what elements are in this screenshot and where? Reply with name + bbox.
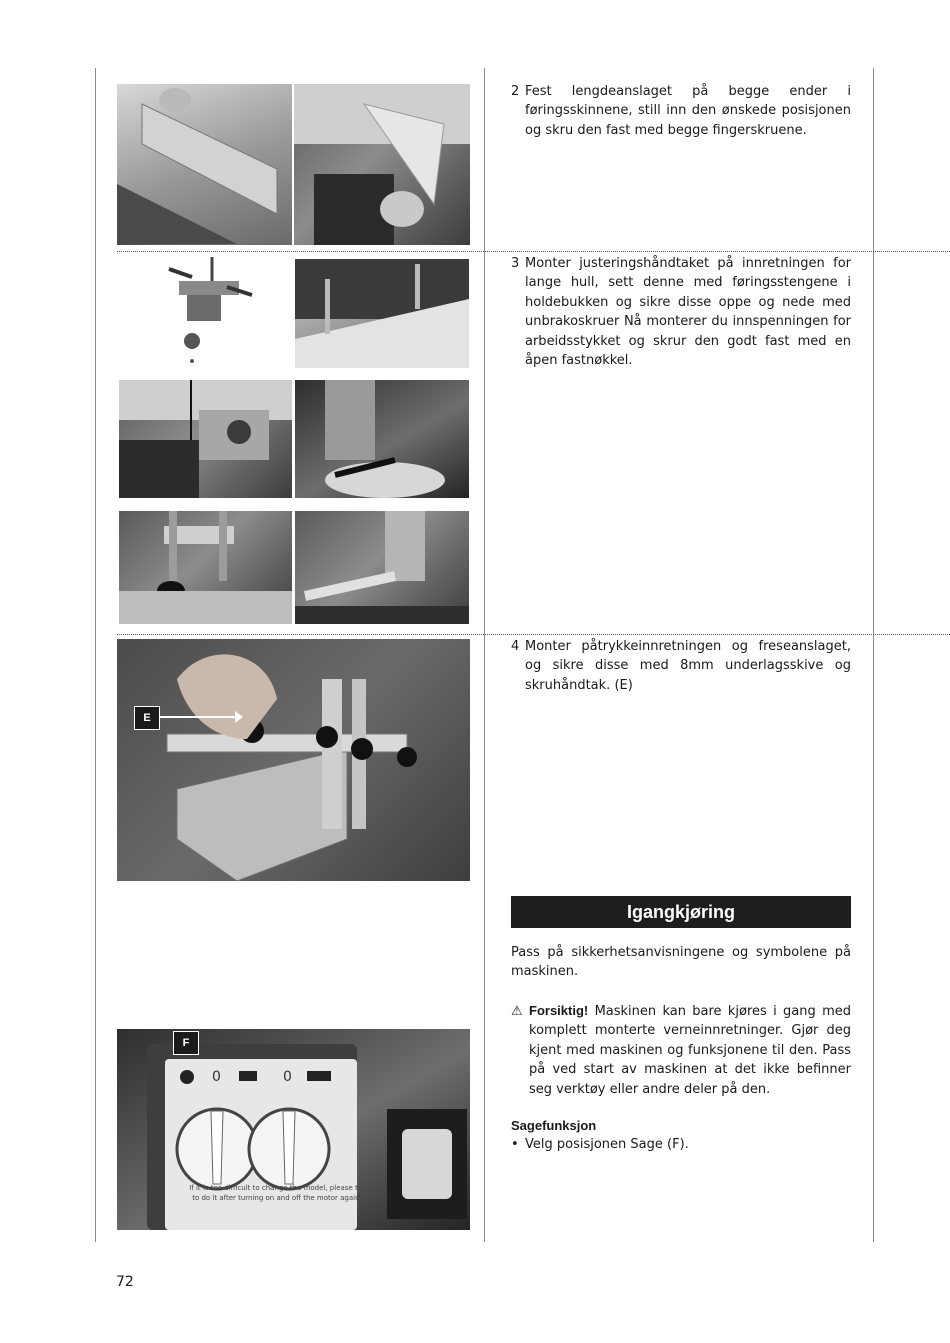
section-intro: Pass på sikkerhetsanvisningene og symbolene på maskinen. [511,945,851,980]
panel-zero-right: 0 [283,1069,292,1085]
bullet-item [511,1135,865,1154]
panel-notice-text: If it is too difficult to change the model, please try to do it after turning on and off the motor again. [189,1184,365,1202]
photo-length-stop-fence [117,84,292,245]
photo-open-wrench-tightening [295,511,469,624]
warning-triangle-icon: ⚠ [511,1004,523,1019]
step-number: 3 [511,256,520,271]
step-number: 4 [511,639,520,654]
photo-control-panel-dials [117,1029,470,1230]
column-divider-line [484,68,485,1242]
left-margin-line [95,68,96,1242]
photo-label-e: E [134,706,160,730]
photo-allen-screw-securing [119,380,292,498]
step-separator-2 [117,634,950,635]
photo-guide-rods-mounted [295,259,469,368]
photo-mitre-gauge [294,84,470,245]
step-number: 2 [511,84,520,99]
caution-paragraph [511,1001,851,1099]
caution-label: Forsiktig! [529,1003,589,1018]
step-separator-1 [117,251,950,252]
panel-zero-left: 0 [212,1069,221,1085]
page-number: 72 [116,1274,134,1290]
subheading-saw-function: Sagefunksjon [511,1118,597,1133]
step-4 [511,637,851,695]
drawing-long-hole-device [117,257,292,370]
caution-text: Maskinen kan bare kjøres i gang med komplett monterte verneinnretninger. Gjør deg kjent med maskinen og funksjonene til den. Pass på ved start av maskinen at det ikke befinner seg verktøy eller andre deler på den. [529,1004,851,1097]
photo-workpiece-clamp [119,511,292,624]
step-text: Monter justeringshåndtaket på innretningen for lange hull, sett denne med føringsstengene i holdebukken og sikre disse oppe og nede med unbrakoskruer Nå monterer du innspenningen for arbeidsstykket og skrur den godt fast med en åpen fastnøkkel. [525,256,851,369]
photo-label-f: F [173,1031,199,1055]
photo-tightening-clamp [295,380,469,498]
step-2 [511,82,851,140]
step-3 [511,254,851,370]
bullet-dot: • [511,1137,519,1152]
right-margin-line [873,68,874,1242]
section-title: Igangkjøring [511,896,851,928]
step-text: Monter påtrykkeinnretningen og freseanslaget, og sikre disse med 8mm underlagsskive og skruhåndtak. (E) [525,639,851,693]
bullet-text: Velg posisjonen Sage (F). [525,1137,689,1152]
photo-pressure-device-and-fence [117,639,470,881]
step-text: Fest lengdeanslaget på begge ender i føringsskinnene, still inn den ønskede posisjonen og skru den fast med begge fingerskruene. [525,84,851,138]
